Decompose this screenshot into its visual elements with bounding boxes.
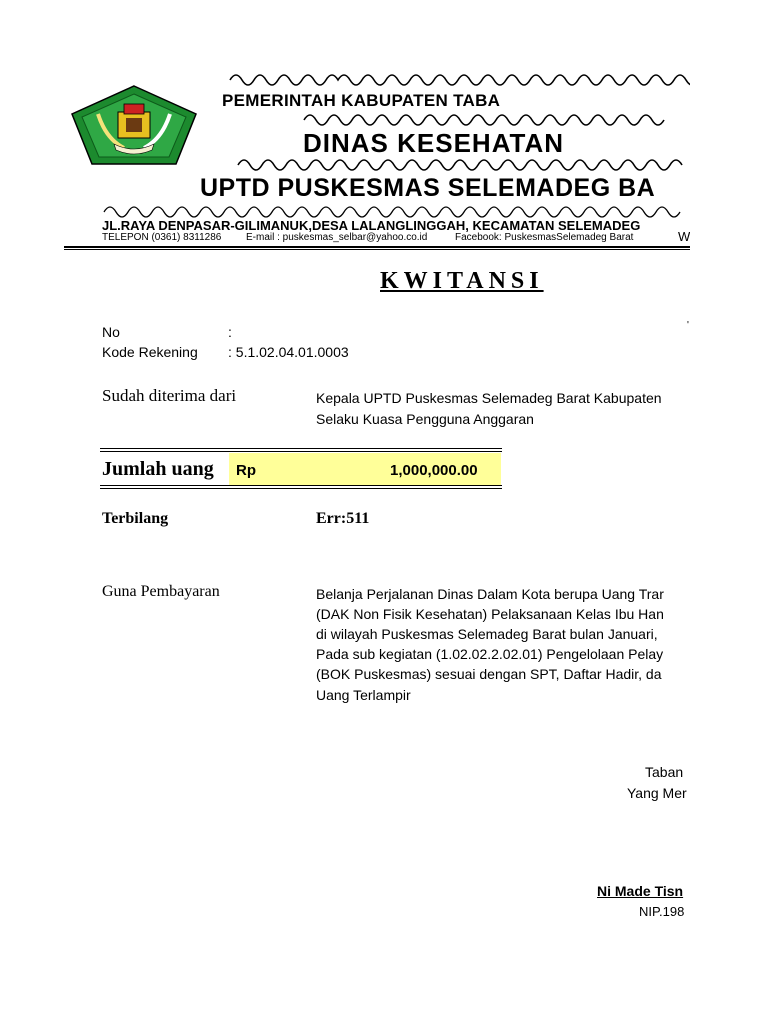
- letterhead-website-fragment: W: [678, 229, 690, 244]
- payment-line: Uang Terlampir: [316, 687, 411, 703]
- terbilang-label: Terbilang: [102, 510, 169, 527]
- letterhead-email: E-mail : puskesmas_selbar@yahoo.co.id: [246, 232, 428, 243]
- letterhead-government: PEMERINTAH KABUPATEN TABA: [222, 91, 501, 110]
- no-label: No: [102, 324, 120, 340]
- tick-mark: ': [687, 320, 689, 331]
- amount-border: [100, 451, 502, 452]
- balinese-script-decoration: [300, 108, 680, 128]
- no-value: :: [228, 324, 232, 340]
- payment-label: Guna Pembayaran: [102, 583, 220, 600]
- amount-border: [100, 485, 502, 486]
- payment-line: (DAK Non Fisik Kesehatan) Pelaksanaan Kelas Ibu Han: [316, 606, 664, 622]
- balinese-script-decoration: [100, 200, 690, 220]
- amount-currency: Rp: [236, 462, 256, 479]
- signer-nip: NIP.198: [639, 904, 685, 919]
- letterhead-address: JL.RAYA DENPASAR-GILIMANUK,DESA LALANGLINGGAH, KECAMATAN SELEMADEG: [102, 218, 641, 233]
- letterhead-divider: [64, 249, 690, 250]
- received-from-line2: Selaku Kuasa Pengguna Anggaran: [316, 411, 534, 427]
- signature-place: Taban: [645, 764, 684, 780]
- signer-name: Ni Made Tisn: [597, 883, 684, 899]
- page-title: KWITANSI: [380, 268, 544, 294]
- amount-border: [100, 488, 502, 489]
- signature-role: Yang Mer: [627, 785, 687, 801]
- letterhead-department: DINAS KESEHATAN: [303, 128, 565, 158]
- regency-emblem-icon: [68, 84, 200, 166]
- terbilang-value: Err:511: [316, 510, 370, 527]
- payment-line: Pada sub kegiatan (1.02.02.2.02.01) Pengelolaan Pelay: [316, 646, 664, 662]
- balinese-script-decoration: [226, 68, 690, 88]
- letterhead-divider: [64, 246, 690, 248]
- amount-label: Jumlah uang: [102, 458, 214, 480]
- kode-rekening-value: : 5.1.02.04.01.0003: [228, 344, 349, 360]
- payment-line: Belanja Perjalanan Dinas Dalam Kota berupa Uang Trar: [316, 586, 664, 602]
- letterhead-phone: TELEPON (0361) 8311286: [102, 232, 222, 243]
- letterhead-institution: UPTD PUSKESMAS SELEMADEG BA: [200, 174, 656, 202]
- kode-rekening-label: Kode Rekening: [102, 344, 198, 360]
- amount-border: [100, 448, 502, 449]
- letterhead-facebook: Facebook: PuskesmasSelemadeg Barat: [455, 232, 634, 243]
- amount-value: 1,000,000.00: [390, 462, 478, 479]
- received-from-line1: Kepala UPTD Puskesmas Selemadeg Barat Kabupaten: [316, 390, 662, 406]
- payment-line: di wilayah Puskesmas Selemadeg Barat bulan Januari,: [316, 626, 658, 642]
- received-from-label: Sudah diterima dari: [102, 386, 237, 405]
- payment-line: (BOK Puskesmas) sesuai dengan SPT, Daftar Hadir, da: [316, 666, 662, 682]
